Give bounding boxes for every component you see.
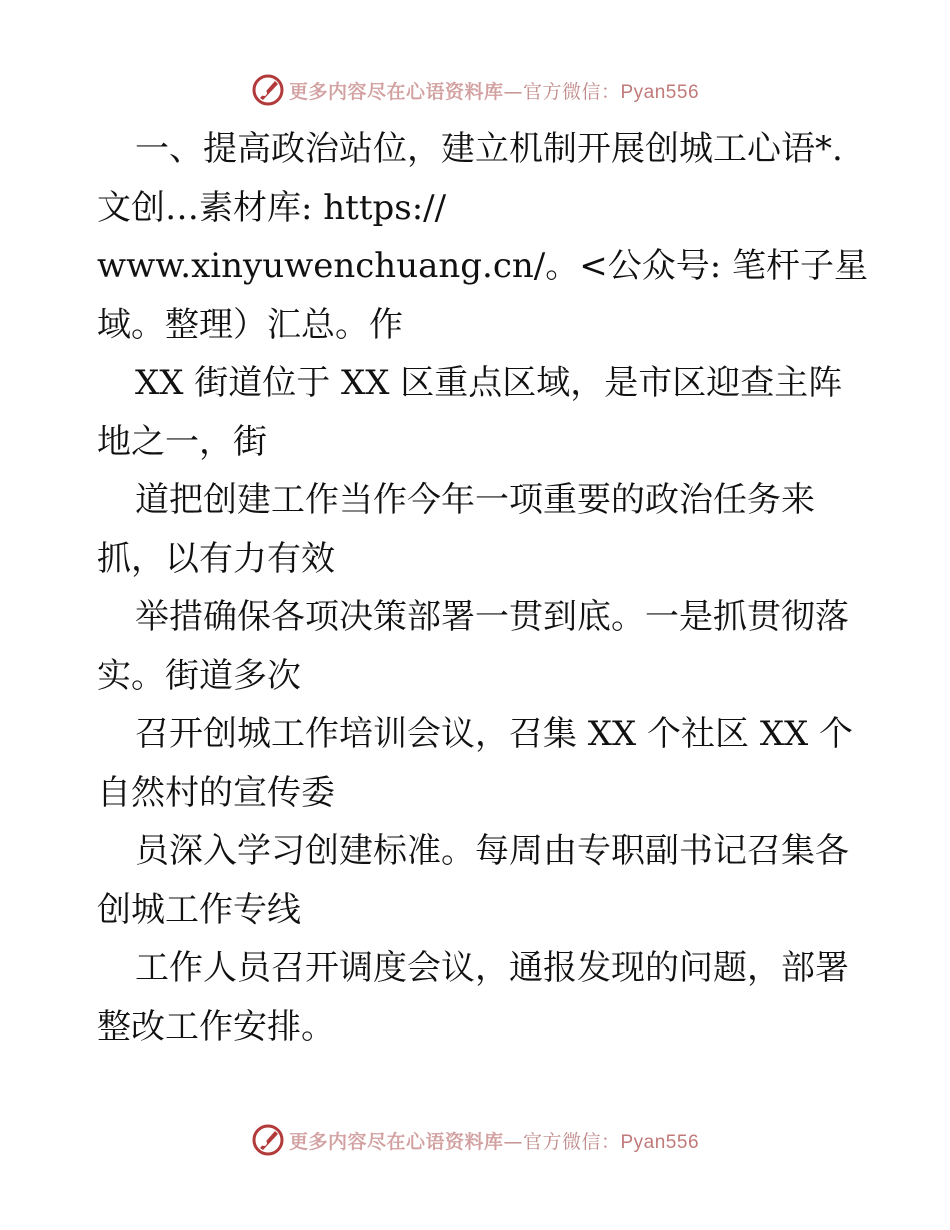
- header-watermark-text: [289, 77, 699, 104]
- body-line: XX 街道位于 XX 区重点区域，是市区迎查主阵: [135, 363, 843, 403]
- footer-watermark-text: [289, 1127, 699, 1154]
- watermark-brand: 更多内容尽在心语资料库: [288, 1130, 504, 1153]
- body-line: 自然村的宣传委: [97, 772, 335, 813]
- watermark-dash: —: [503, 1130, 523, 1153]
- watermark-dash: —: [503, 80, 523, 103]
- body-line: 道把创建工作当作今年一项重要的政治任务来: [135, 480, 815, 520]
- body-line: 一、提高政治站位，建立机制开展创城工心语*.: [135, 129, 843, 169]
- body-line: 地之一，街: [97, 421, 267, 462]
- watermark-brand: 更多内容尽在心语资料库: [288, 80, 504, 103]
- watermark-wechat-id: Pyan556: [620, 1131, 700, 1153]
- body-line: 召开创城工作培训会议，召集 XX 个社区 XX 个: [135, 714, 854, 754]
- quill-logo-icon: [251, 1123, 285, 1157]
- watermark-label: 官方微信：: [522, 1130, 621, 1153]
- body-line: 整改工作安排。: [97, 1006, 335, 1047]
- watermark-label: 官方微信：: [522, 80, 621, 103]
- body-line: 抓，以有力有效: [97, 538, 335, 579]
- body-line: 举措确保各项决策部署一贯到底。一是抓贯彻落: [135, 597, 849, 637]
- body-line: 创城工作专线: [97, 889, 301, 930]
- body-line: 实。街道多次: [97, 655, 301, 696]
- watermark-wechat-id: Pyan556: [620, 81, 700, 103]
- body-line: 域。整理）汇总。作: [97, 304, 403, 345]
- body-line: 工作人员召开调度会议，通报发现的问题，部署: [135, 948, 849, 988]
- footer-watermark: [0, 1120, 950, 1160]
- body-line: www.xinyuwenchuang.cn/。<公众号: 笔杆子星: [97, 246, 868, 286]
- header-watermark: [0, 70, 950, 110]
- body-line: 员深入学习创建标准。每周由专职副书记召集各: [135, 831, 849, 871]
- quill-logo-icon: [251, 73, 285, 107]
- body-line: 文创…素材库: https://: [97, 187, 447, 228]
- document-body: [97, 120, 868, 1056]
